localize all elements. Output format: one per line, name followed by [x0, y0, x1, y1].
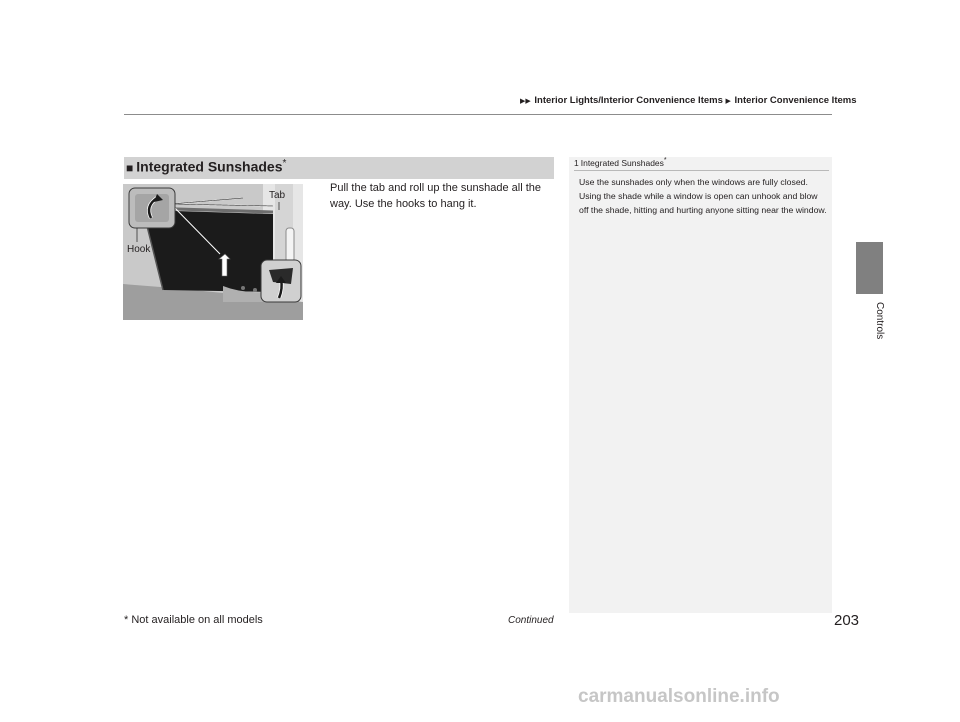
page-number: 203 — [834, 612, 860, 629]
note-title: Integrated Sunshades — [580, 157, 664, 168]
section-asterisk: * — [282, 158, 287, 169]
chapter-label: Controls — [874, 302, 885, 340]
tab-callout-label: Tab — [269, 190, 286, 201]
section-title-text: Integrated Sunshades — [136, 158, 283, 175]
chapter-tab — [856, 242, 883, 294]
continued-label: Continued — [508, 615, 554, 626]
hook-callout-label: Hook — [127, 244, 151, 255]
sunshade-illustration — [123, 184, 303, 320]
footnote: * Not available on all models — [124, 614, 263, 626]
square-bullet-icon: ■ — [126, 160, 134, 175]
note-text: Use the sunshades only when the windows are fully closed. Using the shade while a window is open can unhook and blow off the shade, hitting and hurting anyone sitting near the window. — [579, 177, 827, 215]
arrow-icon: ▶ — [725, 98, 731, 105]
note-heading — [574, 157, 829, 171]
note-ref-number: 1 — [574, 157, 579, 168]
section-title — [126, 158, 286, 175]
header-divider — [124, 114, 832, 115]
watermark: carmanualsonline.info — [578, 686, 780, 707]
double-arrow-icon: ▶▶ — [520, 98, 531, 105]
note-panel — [569, 157, 832, 613]
breadcrumb-part-1: Interior Lights/Interior Convenience Items — [534, 95, 723, 106]
note-asterisk: * — [663, 157, 667, 164]
breadcrumb-part-2: Interior Convenience Items — [734, 95, 857, 106]
instruction-text: Pull the tab and roll up the sunshade all the way. Use the hooks to hang it. — [330, 182, 541, 210]
breadcrumb — [520, 95, 857, 106]
